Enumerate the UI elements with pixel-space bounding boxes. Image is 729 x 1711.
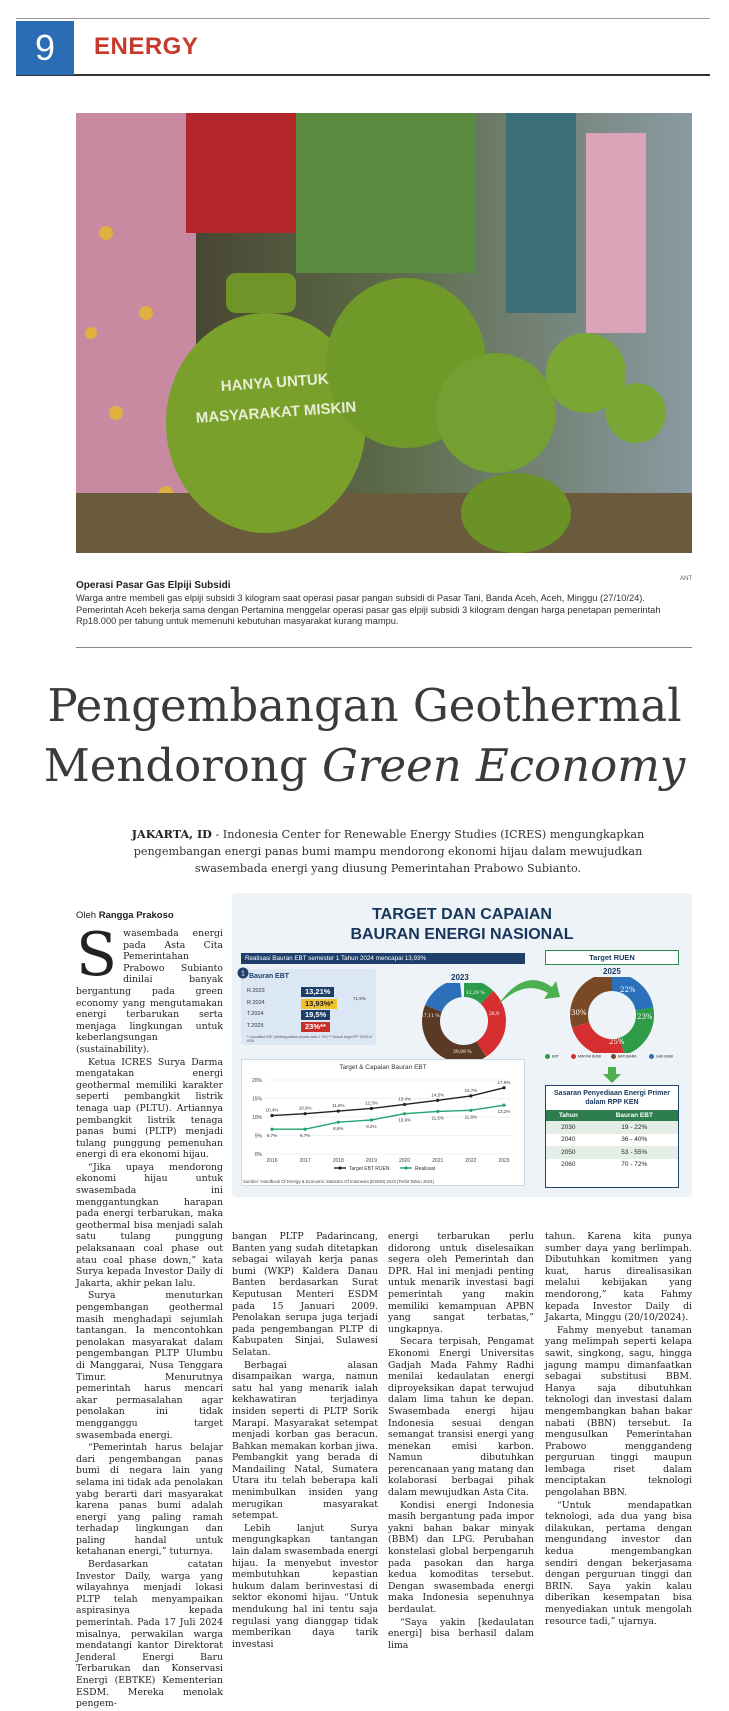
data-point <box>436 1099 439 1102</box>
x-tick-label: 2021 <box>432 1158 444 1164</box>
pie-2025-label-gas: 22% <box>620 986 636 994</box>
pie-2023-label-minyak: 28,9 <box>489 1012 500 1017</box>
year-2023-label: 2023 <box>451 973 469 982</box>
number-badge-text: 1 <box>241 970 245 978</box>
y-tick-label: 15% <box>251 1096 262 1103</box>
data-label: 13,2% <box>497 1109 511 1115</box>
data-point <box>370 1118 373 1121</box>
data-label: 6,7% <box>300 1133 311 1139</box>
section-header <box>16 18 710 76</box>
table-row <box>546 1146 678 1159</box>
bauran-side-note: 71,5% <box>353 996 366 1001</box>
bauran-row-value: 13,21% <box>301 987 334 997</box>
article-column-3 <box>388 1231 534 1652</box>
headline-line-2-italic: Green Economy <box>321 739 686 792</box>
paragraph: tahun. Karena kita punya sumber daya yang berlimpah. Dibutuhkan komitmen yang kuat, harus direalisasikan melalui kebijakan yang mendorong,” kata Fahmy kepada Investor Daily di Jakarta, Minggu (20/10/2024). <box>545 1231 692 1324</box>
paragraph: Berdasarkan catatan Investor Daily, warga yang wilayahnya menjadi lokasi PLTP telah menyampaikan aspirasinya kepada pemerintah. Pada 17 Juli 2024 misalnya, perwakilan warga mendatangi kantor Direktorat Jenderal Energi Baru Terbarukan dan Konservasi Energi (EBTKE) Kementerian ESDM. Mereka menolak pengem- <box>76 1559 223 1710</box>
page-number: 9 <box>16 21 74 75</box>
pie-2025-label-minyak: 25% <box>609 1038 625 1046</box>
data-point <box>403 1103 406 1106</box>
y-tick-label: 0% <box>254 1152 262 1158</box>
data-point <box>502 1104 505 1107</box>
infographic-source: Sumber: Handbook Of Energy & Economic Statistics Of Indonesia (ESDM) 2023 (Terbit Tahun 2024) <box>243 1179 434 1184</box>
bauran-row <box>247 1010 367 1020</box>
paragraph: energi terbarukan perlu didorong untuk diselesaikan segera oleh Pemerintah dan DPR. Hal ini menjadi penting untuk menarik investasi bagi pemerintah yang makin memiliki kemampuan APBN yang sangat terbatas,” ungkapnya. <box>388 1231 534 1335</box>
data-point <box>469 1094 472 1097</box>
bauran-row <box>247 987 367 997</box>
infographic <box>232 893 692 1197</box>
realisasi-banner: Realisasi Bauran EBT semester 1 Tahun 2024 mencapai 13,93% <box>241 953 525 964</box>
headline <box>0 676 729 796</box>
bauran-row-year: T.2025 <box>247 1022 264 1029</box>
caption-title: Operasi Pasar Gas Elpiji Subsidi <box>76 580 231 591</box>
lead-text: - Indonesia Center for Renewable Energy Studies (ICRES) mengungkapkan pengembangan energi panas bumi mampu mendorong ekonomi hijau dalam mewujudkan swasembada energi yang diusung Pemerintahan Prabowo Subianto. <box>133 828 645 875</box>
paragraph: Secara terpisah, Pengamat Ekonomi Energi Universitas Gadjah Mada Fahmy Radhi menilai kedaulatan energi diproyeksikan dapat terwujud dalam lima tahun ke depan. Swasembada energi hijau Indonesia sesuai dengan semangat transisi energi yang menekan emisi karbon. Namun dibutuhkan perencanaan yang matang dan kolaborasi berbagai pihak dalam mewujudkan Asta Cita. <box>388 1336 534 1499</box>
down-arrow-icon <box>603 1067 621 1083</box>
data-label: 8,6% <box>333 1126 344 1132</box>
paragraph: Surya menuturkan pengembangan geothermal masih menghadapi sejumlah tantangan. Ia mencontohkan penolakan masyarakat dalam pengembangan PLTP Ulumbu di Manggarai, Nusa Tenggara Timur. Menurutnya pemerintah harus mencari akar permasalahan agar penolakan ini tidak mengganggu target swasembada energi. <box>76 1290 223 1441</box>
table-cell-year: 2030 <box>546 1121 591 1134</box>
y-tick-label: 10% <box>251 1115 262 1121</box>
infographic-title-line-2: BAURAN ENERGI NASIONAL <box>350 926 574 943</box>
sasaran-header-bauran: Bauran EBT <box>591 1110 678 1121</box>
dateline: JAKARTA, ID <box>131 827 212 841</box>
paragraph: “Jika upaya mendorong ekonomi hijau untuk swasembada ini menggantungkan harapan pada energi terbarukan, maka geothermal bisa menjadi salah satu tulang punggung pelaksanaan coal phase out atau coal phase down,” kata Surya kepada Investor Daily di Jakarta, akhir pekan lalu. <box>76 1161 223 1289</box>
bauran-row-year: R.2023 <box>247 988 265 994</box>
headline-line-1: Pengembangan Geothermal <box>47 679 682 732</box>
data-label: 10,9% <box>298 1105 312 1111</box>
paragraph: Berbagai alasan disampaikan warga, namun satu hal yang menarik ialah kekhawatiran terjadinya insiden seperti di PLTP Sorik Marapi. Masyarakat setempat menjadi korban gas beracun. Bahkan memakan korban jiwa. Pembangkit yang berada di Mandailing Natal, Sumatera Utara itu telah beberapa kali menimbulkan insiden yang merugikan masyarakat setempat. <box>232 1359 378 1522</box>
line-chart-panel <box>241 1059 525 1186</box>
paragraph: Fahmy menyebut tanaman yang melimpah seperti kelapa sawit, singkong, sagu, hingga jagung mampu dimanfaatkan sebagai substitusi BBM. Hanya saja dibutuhkan teknologi dan investasi dalam mengembangkan bahan bakar nabati (BBN) tersebut. Ia mengusulkan Pemerintahan Prabowo menggandeng perguruan tinggi maupun lembaga riset dalam menciptakan teknologi pengolahan BBN. <box>545 1324 692 1499</box>
data-label: 12,3% <box>365 1100 378 1106</box>
data-label: 13,4% <box>398 1096 411 1102</box>
legend-marker <box>338 1166 341 1169</box>
lead-paragraph <box>100 826 676 877</box>
sasaran-table <box>546 1110 678 1171</box>
data-label: 14,5% <box>431 1092 445 1098</box>
bauran-row-value: 19,5% <box>301 1010 330 1020</box>
arrow-icon <box>494 967 564 1027</box>
byline-author: Rangga Prakoso <box>98 910 174 921</box>
x-tick-label: 2023 <box>498 1158 510 1164</box>
data-point <box>337 1121 340 1124</box>
bauran-row <box>247 999 367 1009</box>
legend-batubara: BATUBARA <box>618 1054 637 1059</box>
pie-2025-label-batubara: 30% <box>571 1009 587 1017</box>
paragraph <box>76 920 223 1056</box>
data-label: 6,7% <box>266 1133 278 1139</box>
bauran-row <box>247 1022 367 1032</box>
pie-2023-label-ebt: 12,29 % <box>466 991 485 996</box>
drop-cap: S <box>76 920 118 990</box>
data-point <box>502 1086 505 1089</box>
table-cell-year: 2040 <box>561 1136 576 1144</box>
table-cell-bauran: 70 - 72% <box>621 1161 648 1169</box>
x-tick-label: 2019 <box>365 1158 377 1164</box>
news-photo <box>76 113 692 553</box>
paragraph: “Saya yakin [kedaulatan energi] bisa berhasil dalam lima <box>388 1616 534 1651</box>
legend-gas: GAS BUMI <box>656 1054 674 1059</box>
pie-2025-label-ebt: 23% <box>637 1013 653 1021</box>
tank-text-1: HANYA UNTUK <box>220 370 330 396</box>
table-cell-year: 2050 <box>546 1146 591 1159</box>
data-label: 10,9% <box>398 1117 411 1123</box>
table-row <box>546 1159 678 1172</box>
bauran-label: Bauran EBT <box>249 973 290 980</box>
bauran-row-year: R.2024 <box>247 999 265 1006</box>
table-cell-year: 2060 <box>561 1161 576 1169</box>
line-chart-title: Target & Capaian Bauran EBT <box>339 1064 427 1071</box>
paragraph-text: wasembada energi pada Asta Cita Pemerintahan Prabowo Subianto dinilai banyak bergantung pada green economy yang mengutamakan energi terbarukan serta menjaga lingkungan untuk keberlangsungan (sustainability). <box>76 928 223 1055</box>
data-label: 15,7% <box>464 1087 478 1093</box>
section-name: ENERGY <box>94 33 199 60</box>
bauran-row-value: 23%** <box>301 1022 330 1032</box>
data-label: 11,5% <box>431 1115 444 1121</box>
data-point <box>370 1107 373 1110</box>
data-point <box>270 1114 273 1117</box>
legend-label: Target EBT RUEN <box>349 1166 390 1172</box>
sasaran-title: Sasaran Penyediaan Energi Primer dalam RPP KEN <box>554 1090 670 1106</box>
data-label: 17,9% <box>497 1079 511 1085</box>
data-label: 11,6% <box>332 1103 345 1109</box>
paragraph: Kondisi energi Indonesia masih bergantung pada impor yakni bahan bakar minyak (BBM) dan LPG. Perubahan konstelasi global berpengaruh pada pasokan dan harga kedua komoditas tersebut. Dengan swasembada energi maka Indonesia sepenuhnya berdaulat. <box>388 1499 534 1615</box>
sasaran-table-box <box>545 1085 679 1188</box>
table-cell-bauran: 19 - 22% <box>591 1121 678 1134</box>
paragraph: “Pemerintah harus belajar dari pengembangan panas bumi di negara lain yang selama ini tidak ada penolakan yabg berarti dari masyarakat karena panas bumi adalah energi yang paling ramah terhadap lingkungan dan paling handal untuk ketahanan energi,” tuturnya. <box>76 1442 223 1558</box>
infographic-title <box>232 905 692 945</box>
number-badge <box>237 967 249 979</box>
bauran-row-year: T.2024 <box>247 1011 264 1017</box>
table-cell-bauran: 53 - 55% <box>591 1146 678 1159</box>
tank-text-2: MASYARAKAT MISKIN <box>195 398 357 427</box>
pie-2023-label-gas: 17,11 % <box>421 1014 440 1019</box>
headline-line-2 <box>0 736 729 796</box>
x-tick-label: 2020 <box>399 1158 411 1164</box>
sasaran-header-tahun: Tahun <box>546 1110 591 1121</box>
paragraph: “Untuk mendapatkan teknologi, ada dua yang bisa dilakukan, pertama dengan mengundang investor dan kedua mengembangkan sendiri dengan bekerjasama dengan perguruan tinggi dan BRIN. Saya yakin kalau diberikan kesempatan bisa menyediakan untuk mengolah resource tadi,” ujarnya. <box>545 1499 692 1627</box>
legend-marker <box>404 1166 407 1169</box>
data-point <box>304 1112 307 1115</box>
data-point <box>304 1128 307 1131</box>
bauran-row-value: 13,93%* <box>301 999 337 1009</box>
pie-2025 <box>567 977 657 1053</box>
table-cell-bauran: 36 - 40% <box>621 1136 648 1144</box>
data-point <box>403 1112 406 1115</box>
data-label: 10,4% <box>265 1107 279 1113</box>
x-tick-label: 2016 <box>266 1158 278 1164</box>
caption-body: Warga antre membeli gas elpiji subsidi 3 kilogram saat operasi pasar pangan subsidi di Pasar Tani, Banda Aceh, Aceh, Minggu (27/10/24). Pemerintah Aceh bekerja sama dengan Pertamina menggelar operasi pasar gas elpiji subsidi 3 kilogram dengan harga penetapan pemerintah Rp18.000 per tabung untuk memenuhi kebutuhan masyarakat kurang mampu. <box>76 593 661 626</box>
divider <box>76 647 692 648</box>
x-tick-label: 2017 <box>299 1158 311 1164</box>
bauran-footnote: * Unaudited EBT (dihitung dalam proses data 1 TW) ** Sesuai target PP 79/2014 KEN <box>247 1035 373 1043</box>
headline-line-2-plain: Mendorong <box>43 739 322 792</box>
photo-credit: ANT <box>680 576 692 582</box>
target-ruen-label: Target RUEN <box>545 950 679 965</box>
byline-prefix: Oleh <box>76 910 99 921</box>
y-tick-label: 20% <box>251 1078 262 1084</box>
data-point <box>436 1110 439 1113</box>
paragraph: Ketua ICRES Surya Darma mengatakan energi geothermal memiliki karakter seperti pembangkit listrik tenaga uap (PLTU). Artiannya pembangkit listrik tenaga panas bumi (PLTP) menjadi tulang punggung pemenuhan energi di era ekonomi hijau. <box>76 1056 223 1161</box>
data-label: 9,2% <box>366 1123 377 1129</box>
article-column-2 <box>232 1231 378 1651</box>
data-point <box>270 1128 273 1131</box>
table-row <box>546 1121 678 1134</box>
x-tick-label: 2022 <box>465 1158 477 1164</box>
y-tick-label: 5% <box>254 1133 262 1140</box>
infographic-title-line-1: TARGET DAN CAPAIAN <box>372 906 552 923</box>
data-point <box>469 1109 472 1112</box>
year-2025-label: 2025 <box>603 967 621 976</box>
pie-legend <box>545 1054 685 1064</box>
pie-2023-label-batubara: 39,89 % <box>453 1050 472 1055</box>
table-row <box>546 1134 678 1147</box>
data-point <box>337 1109 340 1112</box>
legend-ebt: EBT <box>552 1054 559 1059</box>
legend-minyak: MINYAK BUMI <box>578 1054 601 1059</box>
bauran-ebt-box <box>241 969 376 1045</box>
x-tick-label: 2018 <box>332 1158 344 1164</box>
article-column-4 <box>545 1231 692 1628</box>
paragraph: bangan PLTP Padarincang, Banten yang sudah ditetapkan sebagai wilayah kerja panas bumi (WKP) Kaldera Danau Banten berdasarkan Surat Keputusan Menteri ESDM pada 15 Januari 2009. Penolakan serupa juga terjadi pada pengembangan PLTP di Kabupaten Sinjai, Sulawesi Selatan. <box>232 1231 378 1358</box>
paragraph: Lebih lanjut Surya mengungkapkan tantangan lain dalam swasembada energi hijau. Ia menyebut investor membutuhkan kepastian hukum dalam berinvestasi di sektor ekonomi hijau. “Untuk mendukung hal ini tentu saja regulasi yang dianggap tidak memberikan daya tarik investasi <box>232 1522 378 1650</box>
article-column-1 <box>76 920 223 1711</box>
line-chart <box>242 1072 524 1176</box>
legend-label: Realisasi <box>415 1166 436 1172</box>
data-label: 11,8% <box>464 1114 478 1120</box>
